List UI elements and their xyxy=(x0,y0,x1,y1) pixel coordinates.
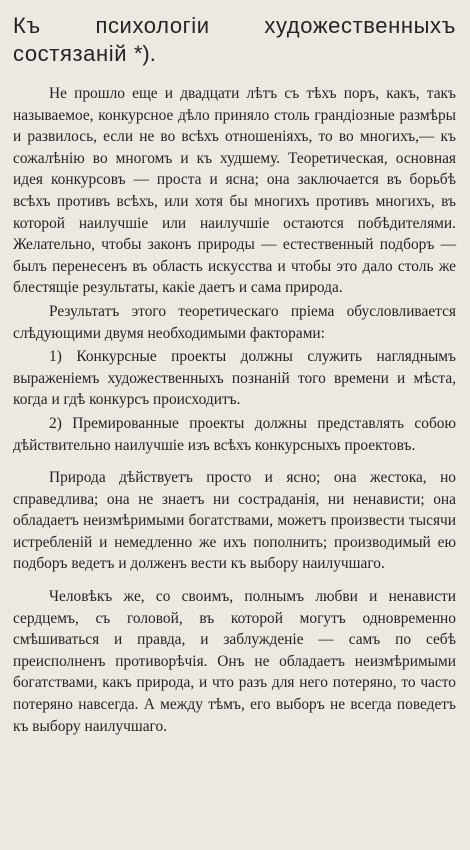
article-body xyxy=(13,83,456,737)
paragraph-6: Человѣкъ же, со своимъ, полнымъ любви и ненависти сердцемъ, съ головой, въ которой могутъ одновременно смѣшиваться и правда, и заблужденіе — самъ по себѣ преисполненъ противорѣчія. Онъ не обладаетъ неизмѣримыми богатствами, какъ природа, и что разъ для него потеряно, то часто потеряно навсегда. А между тѣмъ, его выборъ не всегда поведетъ къ выбору наилучшаго. xyxy=(13,588,456,735)
paragraph-2: Результатъ этого теоретическаго пріема обусловливается слѣдующими двумя необходимыми факторами: xyxy=(13,302,456,342)
title-text: Къ психологіи художественныхъ состязаній xyxy=(13,13,456,66)
paragraph-1: Не прошло еще и двадцати лѣтъ съ тѣхъ поръ, какъ, такъ называемое, конкурсное дѣло приняло столь грандіозные размѣры и развилось, если не во всѣхъ отношеніяхъ, то во многихъ,— къ сожалѣнію во многомъ и къ худшему. Теоретическая, основная идея конкурсовъ — проста и ясна; она заключается въ борьбѣ всѣхъ противъ всѣхъ, или хотя бы многихъ противъ многихъ, въ которой наилучшіе или наилучшіе остаются побѣдителями. Желательно, чтобы законъ природы — естественный подборъ — былъ перенесенъ въ область искусства и чтобы это дало столь же блестящіе результаты, какіе даетъ и сама природа. xyxy=(13,85,456,297)
paragraph-4: 2) Премированные проекты должны представлять собою дѣйствительно наилучшіе изъ всѣхъ конкурсныхъ проектовъ. xyxy=(13,414,456,454)
footnote-mark: *). xyxy=(133,41,156,66)
paragraph-3: 1) Конкурсные проекты должны служить нагляднымъ выраженіемъ художественныхъ познаній того времени и мѣста, когда и гдѣ конкурсъ происходитъ. xyxy=(13,348,456,409)
article-title xyxy=(13,12,456,68)
paragraph-5: Природа дѣйствуетъ просто и ясно; она жестока, но справедлива; она не знаетъ ни состраданія, ни ненависти; она обладаетъ неизмѣримыми богатствами, можетъ произвести тысячи истребленій и немедленно же ихъ пополнить; производимый ею подборъ ведетъ и долженъ вести къ выбору наилучшаго. xyxy=(13,469,456,573)
